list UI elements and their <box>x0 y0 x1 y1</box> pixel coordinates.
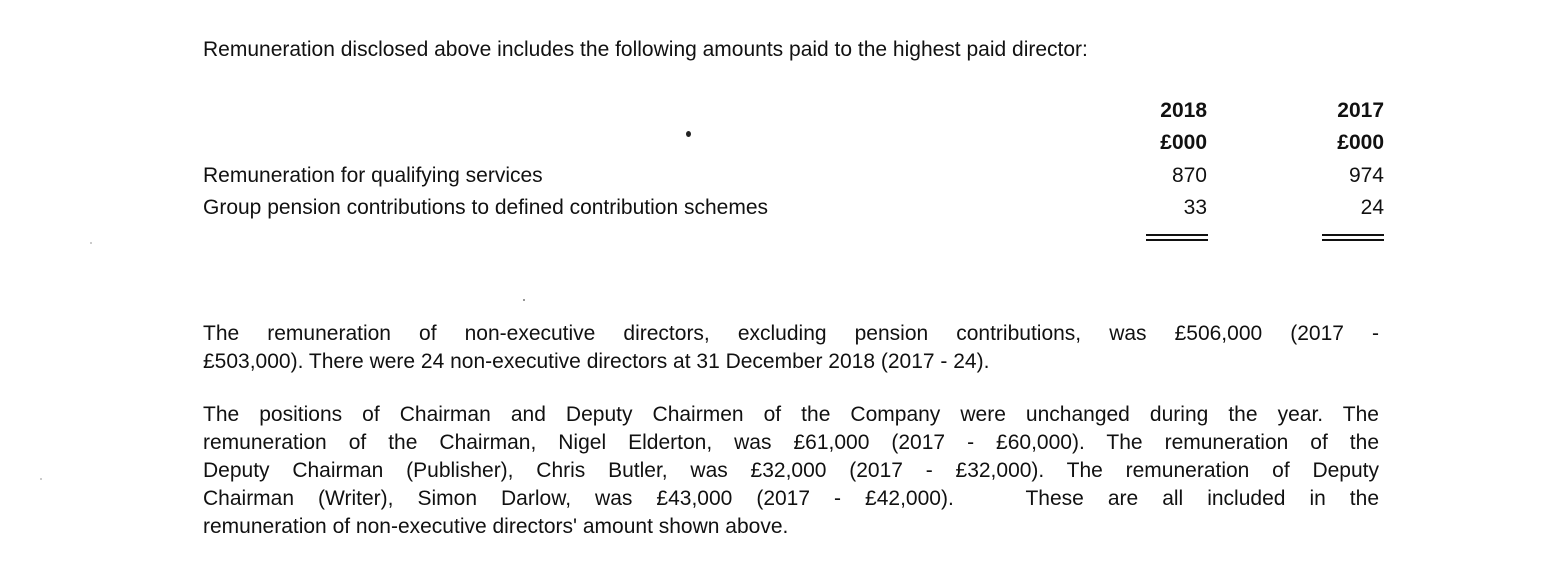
paragraph-line: The remuneration of non-executive directors, excluding pension contributions, was £506,000 (2017 - <box>203 322 1379 345</box>
paragraph-line: Deputy Chairman (Publisher), Chris Butler, was £32,000 (2017 - £32,000). The remuneration of Deputy <box>203 459 1379 482</box>
row-label-remuneration: Remuneration for qualifying services <box>203 164 543 187</box>
row-label-pension: Group pension contributions to defined contribution schemes <box>203 196 769 219</box>
paragraph-line: The positions of Chairman and Deputy Chairmen of the Company were unchanged during the year. The <box>203 403 1379 426</box>
scan-mark <box>523 299 525 301</box>
value-pension-2017: 24 <box>1360 196 1384 219</box>
year-header-2018: 2018 <box>1160 99 1207 122</box>
paragraph-line: remuneration of the Chairman, Nigel Elderton, was £61,000 (2017 - £60,000). The remuneration of the <box>203 431 1379 454</box>
scan-mark <box>40 478 42 480</box>
paragraph-line: Chairman (Writer), Simon Darlow, was £43,000 (2017 - £42,000). These are all included in the <box>203 487 1379 510</box>
value-remuneration-2017: 974 <box>1348 164 1384 187</box>
paragraph-line: remuneration of non-executive directors' amount shown above. <box>203 515 789 538</box>
scan-mark <box>90 242 92 244</box>
intro-text: Remuneration disclosed above includes the following amounts paid to the highest paid director: <box>203 38 1088 61</box>
paragraph-chairman <box>203 401 1379 541</box>
total-double-rule-2017 <box>1322 234 1384 241</box>
unit-header-2018: £000 <box>1160 131 1207 154</box>
value-pension-2018: 33 <box>1183 196 1207 219</box>
value-remuneration-2018: 870 <box>1171 164 1207 187</box>
scan-mark <box>686 131 691 137</box>
unit-header-2017: £000 <box>1337 131 1384 154</box>
total-double-rule-2018 <box>1146 234 1208 241</box>
paragraph-non-exec <box>203 320 1379 376</box>
paragraph-line: £503,000). There were 24 non-executive directors at 31 December 2018 (2017 - 24). <box>203 350 990 373</box>
year-header-2017: 2017 <box>1337 99 1384 122</box>
